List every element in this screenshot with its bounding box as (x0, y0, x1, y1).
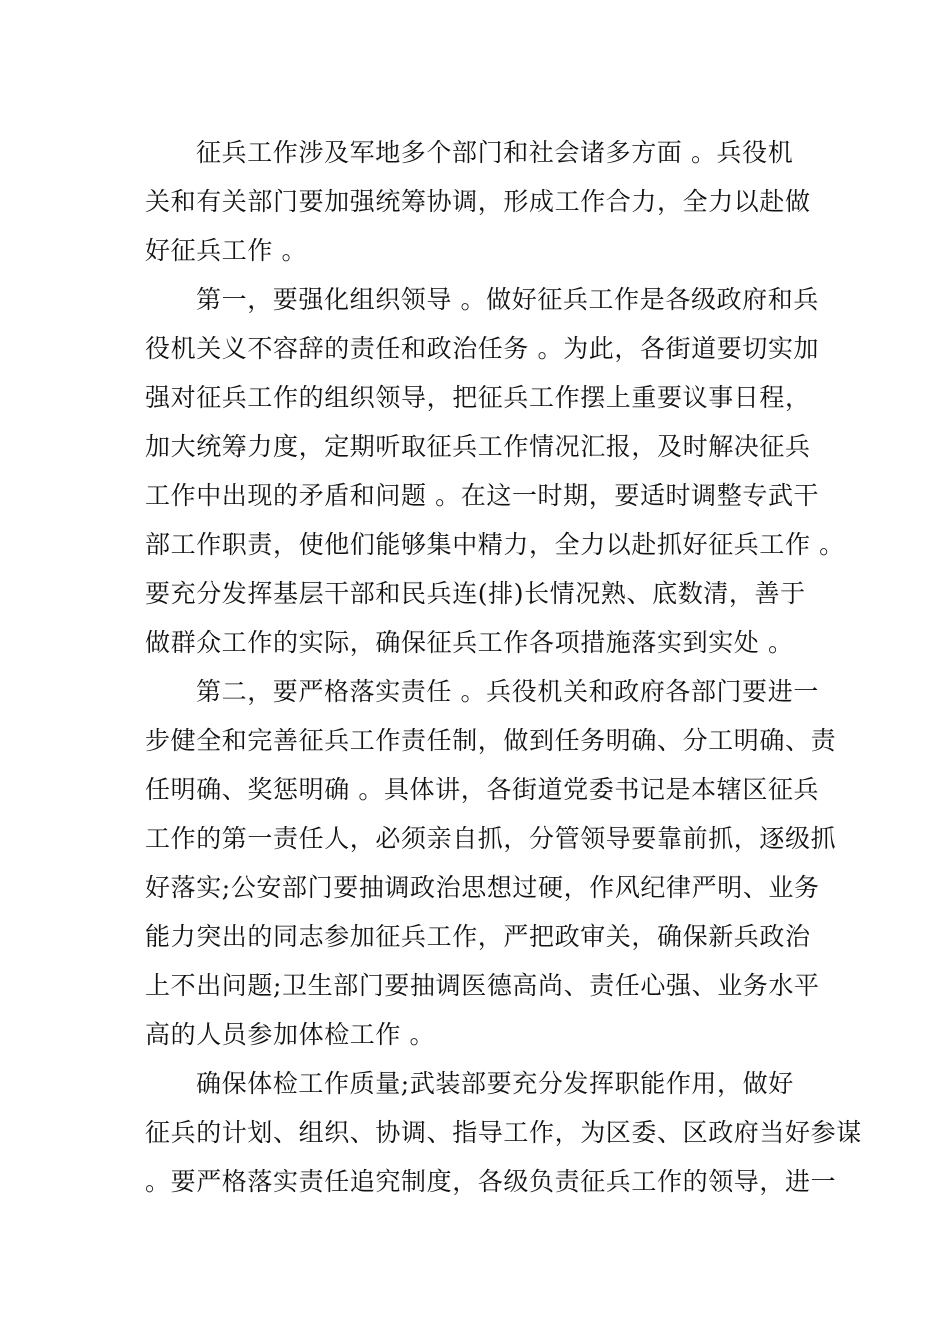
paragraph-1-line-2: 关和有关部门要加强统筹协调，形成工作合力，全力以赴做 (145, 187, 811, 216)
paragraph-3-line-7: 上不出问题;卫生部门要抽调医德高尚、责任心强、业务水平 (145, 971, 820, 1000)
paragraph-3-line-5: 好落实;公安部门要抽调政治思想过硬，作风纪律严明、业务 (145, 873, 820, 902)
paragraph-3-line-8: 高的人员参加体检工作 。 (145, 1020, 436, 1049)
paragraph-2-line-2: 役机关义不容辞的责任和政治任务 。为此，各街道要切实加 (145, 334, 820, 363)
paragraph-4-line-1: 确保体检工作质量;武装部要充分发挥职能作用，做好 (196, 1069, 794, 1098)
paragraph-4-line-2: 征兵的计划、组织、协调、指导工作，为区委、区政府当好参谋 (145, 1118, 862, 1147)
paragraph-2-line-8: 做群众工作的实际，确保征兵工作各项措施落实到实处 。 (145, 628, 794, 657)
paragraph-2-line-1: 第一，要强化组织领导 。做好征兵工作是各级政府和兵 (196, 285, 819, 314)
paragraph-2-line-7: 要充分发挥基层干部和民兵连(排)长情况熟、底数清，善于 (145, 579, 806, 608)
paragraph-1-line-3: 好征兵工作 。 (145, 236, 308, 265)
paragraph-2-line-6: 部工作职责，使他们能够集中精力，全力以赴抓好征兵工作 。 (145, 530, 845, 559)
paragraph-3-line-6: 能力突出的同志参加征兵工作，严把政审关，确保新兵政治 (145, 922, 811, 951)
paragraph-3-line-2: 步健全和完善征兵工作责任制，做到任务明确、分工明确、责 (145, 726, 837, 755)
paragraph-4-line-3: 。要严格落实责任追究制度，各级负责征兵工作的领导，进一 (145, 1167, 837, 1196)
paragraph-3-line-3: 任明确、奖惩明确 。具体讲，各街道党委书记是本辖区征兵 (145, 775, 820, 804)
paragraph-3-line-1: 第二，要严格落实责任 。兵役机关和政府各部门要进一 (196, 677, 819, 706)
paragraph-1-line-1: 征兵工作涉及军地多个部门和社会诸多方面 。兵役机 (196, 138, 794, 167)
document-body (145, 128, 862, 1206)
paragraph-2-line-4: 加大统筹力度，定期听取征兵工作情况汇报，及时解决征兵 (145, 432, 811, 461)
paragraph-2-line-5: 工作中出现的矛盾和问题 。在这一时期，要适时调整专武干 (145, 481, 820, 510)
paragraph-2-line-3: 强对征兵工作的组织领导，把征兵工作摆上重要议事日程， (145, 383, 811, 412)
paragraph-3-line-4: 工作的第一责任人，必须亲自抓，分管领导要靠前抓，逐级抓 (145, 824, 837, 853)
